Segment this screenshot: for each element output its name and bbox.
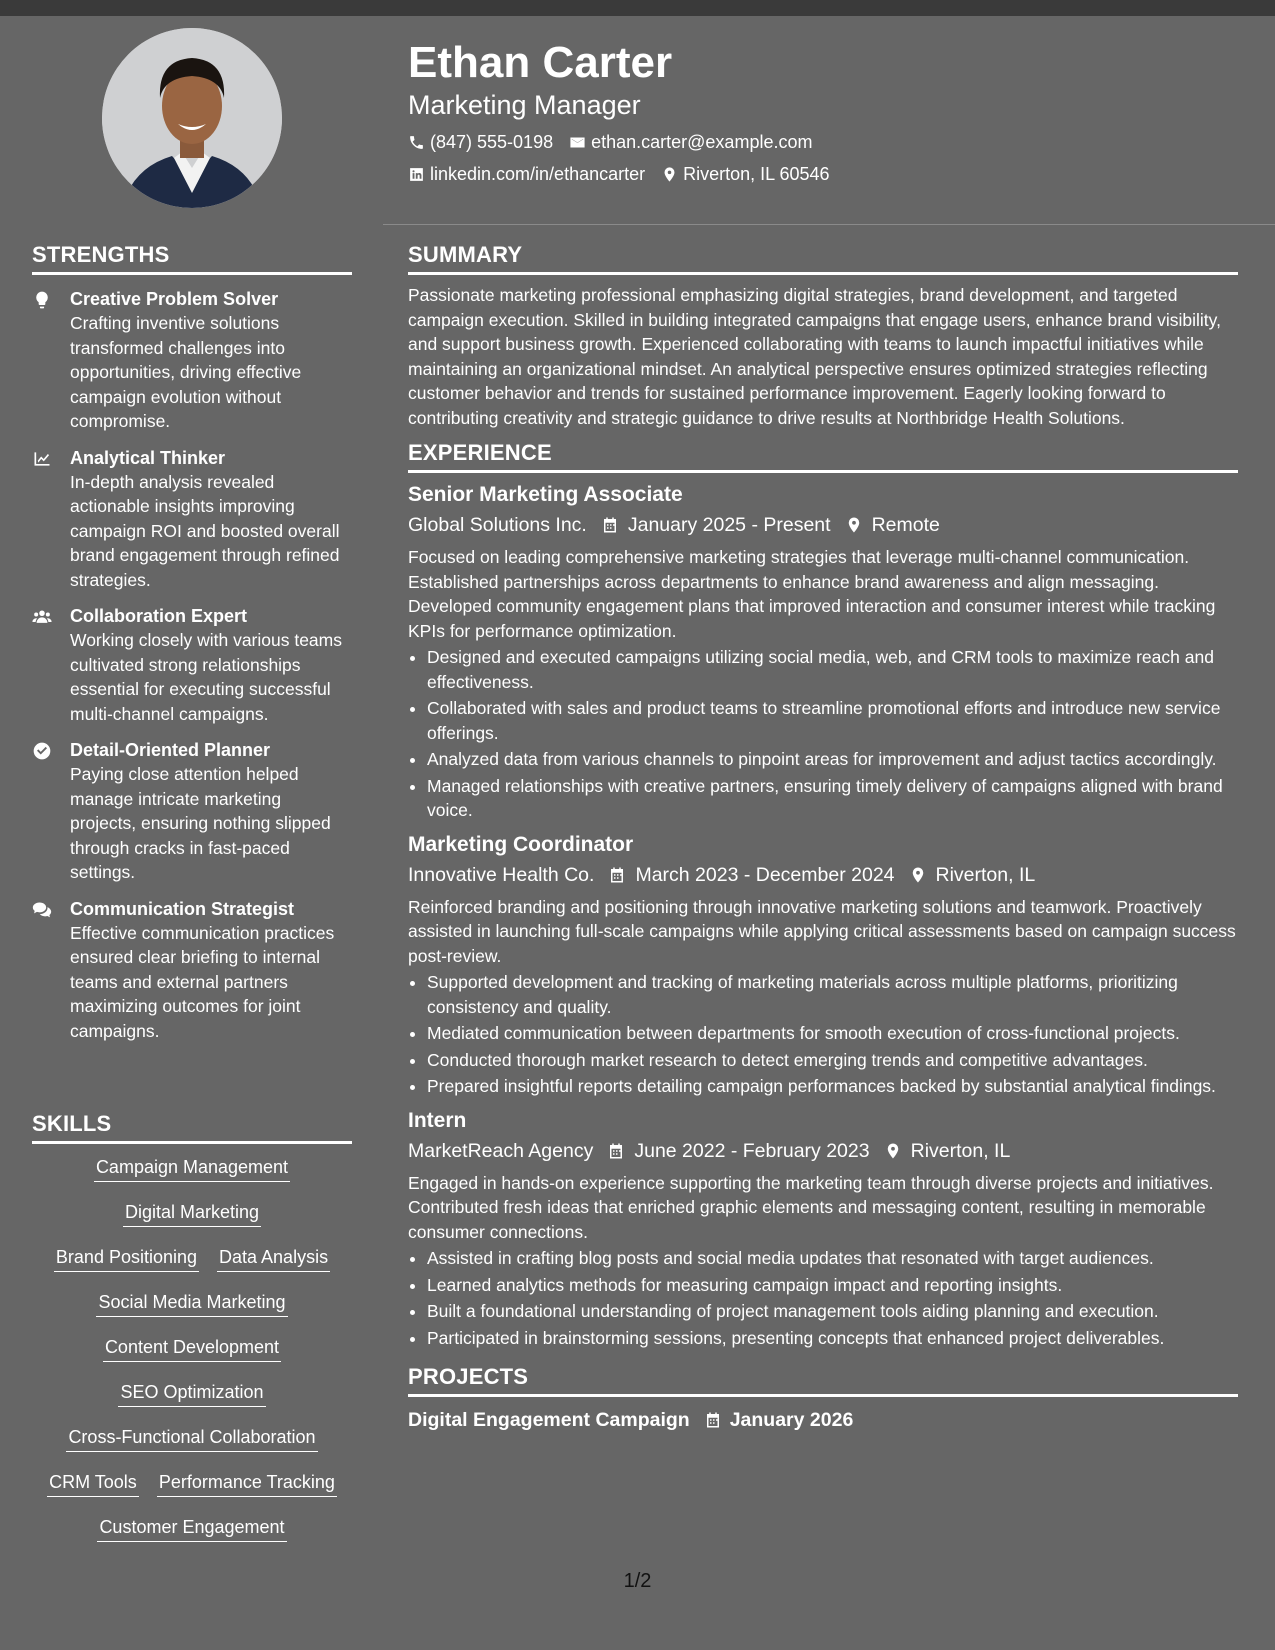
- job-title: Marketing Coordinator: [408, 832, 634, 856]
- skill-row: [32, 1516, 352, 1561]
- list-item: • Collaborated with sales and product teams to streamline promotional efforts and introduce new service offerings.: [427, 696, 1238, 745]
- strength-title: Analytical Thinker: [70, 447, 226, 468]
- contact-line: [408, 158, 1238, 190]
- list-item: • Analyzed data from various channels to pinpoint areas for improvement and adjust tactics accordingly.: [427, 747, 1238, 772]
- strengths-section: [32, 242, 352, 1055]
- job-entry: [408, 481, 1238, 823]
- job-entry: [408, 1107, 1238, 1351]
- avatar: [102, 28, 282, 208]
- envelope-icon: [569, 134, 586, 151]
- project-title: Digital Engagement Campaign: [408, 1409, 690, 1431]
- skill-row: [32, 1156, 352, 1201]
- lightbulb-icon: [32, 287, 70, 434]
- calendar-icon: [601, 516, 619, 534]
- map-pin-icon: [661, 166, 678, 183]
- job-title: Intern: [408, 1108, 467, 1132]
- project-date: January 2026: [729, 1409, 854, 1431]
- strength-item: [32, 287, 352, 434]
- skill-tag: Social Media Marketing: [96, 1291, 287, 1317]
- skill-tag: Content Development: [103, 1336, 281, 1362]
- strength-item: [32, 738, 352, 885]
- strength-title: Communication Strategist: [70, 898, 295, 919]
- job-dates: March 2023 - December 2024: [635, 863, 895, 886]
- skill-tag: Performance Tracking: [157, 1471, 337, 1497]
- job-bullets: [408, 1246, 1238, 1350]
- job-company: Innovative Health Co.: [408, 863, 595, 886]
- list-item: • Learned analytics methods for measuring campaign impact and reporting insights.: [427, 1273, 1238, 1298]
- top-bar: [0, 0, 1275, 16]
- skill-tag: SEO Optimization: [118, 1381, 265, 1407]
- comments-icon: [32, 897, 70, 1044]
- skill-tag: Digital Marketing: [123, 1201, 261, 1227]
- list-item: • Mediated communication between departments for smooth execution of cross-functional projects.: [427, 1021, 1238, 1046]
- strength-item: [32, 446, 352, 593]
- map-pin-icon: [884, 1142, 902, 1160]
- list-item: • Built a foundational understanding of project management tools aiding planning and execution.: [427, 1299, 1238, 1324]
- phone-contact[interactable]: [408, 132, 553, 153]
- project-entry: [408, 1405, 1238, 1435]
- list-item: • Participated in brainstorming sessions, presenting concepts that enhanced project deliverables.: [427, 1326, 1238, 1351]
- contact-line: [408, 126, 1238, 158]
- skill-row: [32, 1471, 352, 1516]
- strength-description: Working closely with various teams cultivated strong relationships essential for executing successful multi-channel campaigns.: [70, 630, 342, 724]
- strength-item: [32, 897, 352, 1044]
- skill-tag: CRM Tools: [47, 1471, 139, 1497]
- job-description: Focused on leading comprehensive marketing strategies that leverage multi-channel communication. Established partnerships across departments to enhance brand awareness and align messaging. Developed community engagement plans that improved interaction and consumer interest while tracking KPIs for performance optimization.: [408, 547, 1216, 641]
- email-contact[interactable]: [569, 132, 812, 153]
- skill-tag: Brand Positioning: [54, 1246, 199, 1272]
- job-title: Senior Marketing Associate: [408, 483, 683, 506]
- skill-tag: Data Analysis: [217, 1246, 330, 1272]
- strength-item: [32, 604, 352, 726]
- job-location: Riverton, IL: [935, 863, 1036, 886]
- location-contact: [661, 164, 829, 185]
- skill-tag: Customer Engagement: [97, 1516, 286, 1542]
- job-location: Remote: [871, 514, 940, 536]
- job-dates: June 2022 - February 2023: [634, 1139, 870, 1162]
- job-location: Riverton, IL: [910, 1139, 1011, 1162]
- strength-description: Paying close attention helped manage intricate marketing projects, ensuring nothing slipped through cracks in fast-paced settings.: [70, 764, 331, 882]
- job-bullets: [408, 970, 1238, 1099]
- calendar-icon: [608, 866, 626, 884]
- job-meta: [408, 1135, 1238, 1167]
- job-dates: January 2025 - Present: [627, 514, 831, 536]
- map-pin-icon: [909, 866, 927, 884]
- calendar-icon: [704, 1411, 722, 1429]
- calendar-icon: [607, 1142, 625, 1160]
- list-item: • Supported development and tracking of marketing materials across multiple platforms, prioritizing consistency and quality.: [427, 970, 1238, 1019]
- location-text: Riverton, IL 60546: [683, 163, 830, 184]
- strengths-heading: STRENGTHS: [32, 242, 352, 275]
- list-item: • Managed relationships with creative partners, ensuring timely delivery of campaigns aligned with brand voice.: [427, 774, 1238, 823]
- summary-heading: SUMMARY: [408, 242, 1238, 275]
- phone-icon: [408, 134, 425, 151]
- job-entry: [408, 831, 1238, 1099]
- list-item: • Conducted thorough market research to detect emerging trends and competitive advantages.: [427, 1048, 1238, 1073]
- users-icon: [32, 604, 70, 726]
- job-company: Global Solutions Inc.: [408, 514, 587, 536]
- experience-heading: EXPERIENCE: [408, 440, 1238, 473]
- skill-tag: Campaign Management: [94, 1156, 290, 1182]
- list-item: • Designed and executed campaigns utilizing social media, web, and CRM tools to maximize reach and effectiveness.: [427, 645, 1238, 694]
- candidate-name: Ethan Carter: [408, 38, 673, 87]
- strength-title: Detail-Oriented Planner: [70, 740, 271, 760]
- job-meta: [408, 509, 1238, 541]
- job-bullets: [408, 645, 1238, 823]
- skill-row: [32, 1426, 352, 1471]
- job-description: Reinforced branding and positioning through innovative marketing solutions and teamwork. Proactively assisted in launching full-scale campaigns while applying critical assessments based on campaign success post-review.: [408, 896, 1236, 966]
- profile-photo: [102, 28, 282, 208]
- list-item: • Prepared insightful reports detailing campaign performances backed by substantial analytical findings.: [427, 1074, 1238, 1099]
- map-pin-icon: [845, 516, 863, 534]
- job-meta: [408, 859, 1238, 891]
- page-number: 1/2: [623, 1570, 652, 1592]
- linkedin-contact[interactable]: [408, 164, 645, 185]
- strength-description: Effective communication practices ensured clear briefing to internal teams and external partners maximizing outcomes for joint campaigns.: [70, 922, 335, 1041]
- skill-row: [32, 1336, 352, 1381]
- skill-row: [32, 1381, 352, 1426]
- skill-row: [32, 1201, 352, 1246]
- strength-title: Collaboration Expert: [70, 606, 248, 626]
- skill-row: [32, 1246, 352, 1291]
- list-item: • Assisted in crafting blog posts and social media updates that resonated with target audiences.: [427, 1246, 1238, 1271]
- email-address: ethan.carter@example.com: [591, 131, 813, 152]
- resume-header: [408, 36, 1238, 190]
- check-circle-icon: [32, 738, 70, 885]
- strength-title: Creative Problem Solver: [70, 289, 279, 309]
- chart-line-icon: [32, 446, 70, 593]
- skill-row: [32, 1291, 352, 1336]
- linkedin-url: linkedin.com/in/ethancarter: [430, 163, 646, 184]
- skill-tag: Cross-Functional Collaboration: [66, 1426, 317, 1452]
- candidate-role: Marketing Manager: [408, 90, 641, 120]
- main-column: [408, 242, 1238, 1435]
- projects-heading: PROJECTS: [408, 1364, 1238, 1397]
- skills-section: [32, 1111, 352, 1561]
- strength-description: In-depth analysis revealed actionable insights improving campaign ROI and boosted overall brand engagement through refined strategies.: [70, 471, 340, 590]
- skills-heading: SKILLS: [32, 1111, 352, 1144]
- strength-description: Crafting inventive solutions transformed challenges into opportunities, driving effective campaign evolution without compromise.: [70, 313, 302, 431]
- job-description: Engaged in hands-on experience supporting the marketing team through diverse projects and initiatives. Contributed fresh ideas that enriched graphic elements and messaging content, resulting in memorable consumer connections.: [408, 1172, 1214, 1242]
- summary-text: Passionate marketing professional emphasizing digital strategies, brand development, and targeted campaign execution. Skilled in building integrated campaigns that engage users, enhance brand visibility, and support business growth. Experienced collaborating with teams to launch impactful initiatives while maintaining an organizational mindset. An analytical perspective ensures optimized strategies reflecting customer behavior and trends for sustained performance improvement. Eagerly looking forward to contributing creativity and strategic guidance to drive results at Northbridge Health Solutions.: [408, 285, 1221, 428]
- phone-number: (847) 555-0198: [430, 131, 554, 152]
- job-company: MarketReach Agency: [408, 1139, 594, 1162]
- header-divider: [383, 224, 1275, 225]
- linkedin-icon: [408, 166, 425, 183]
